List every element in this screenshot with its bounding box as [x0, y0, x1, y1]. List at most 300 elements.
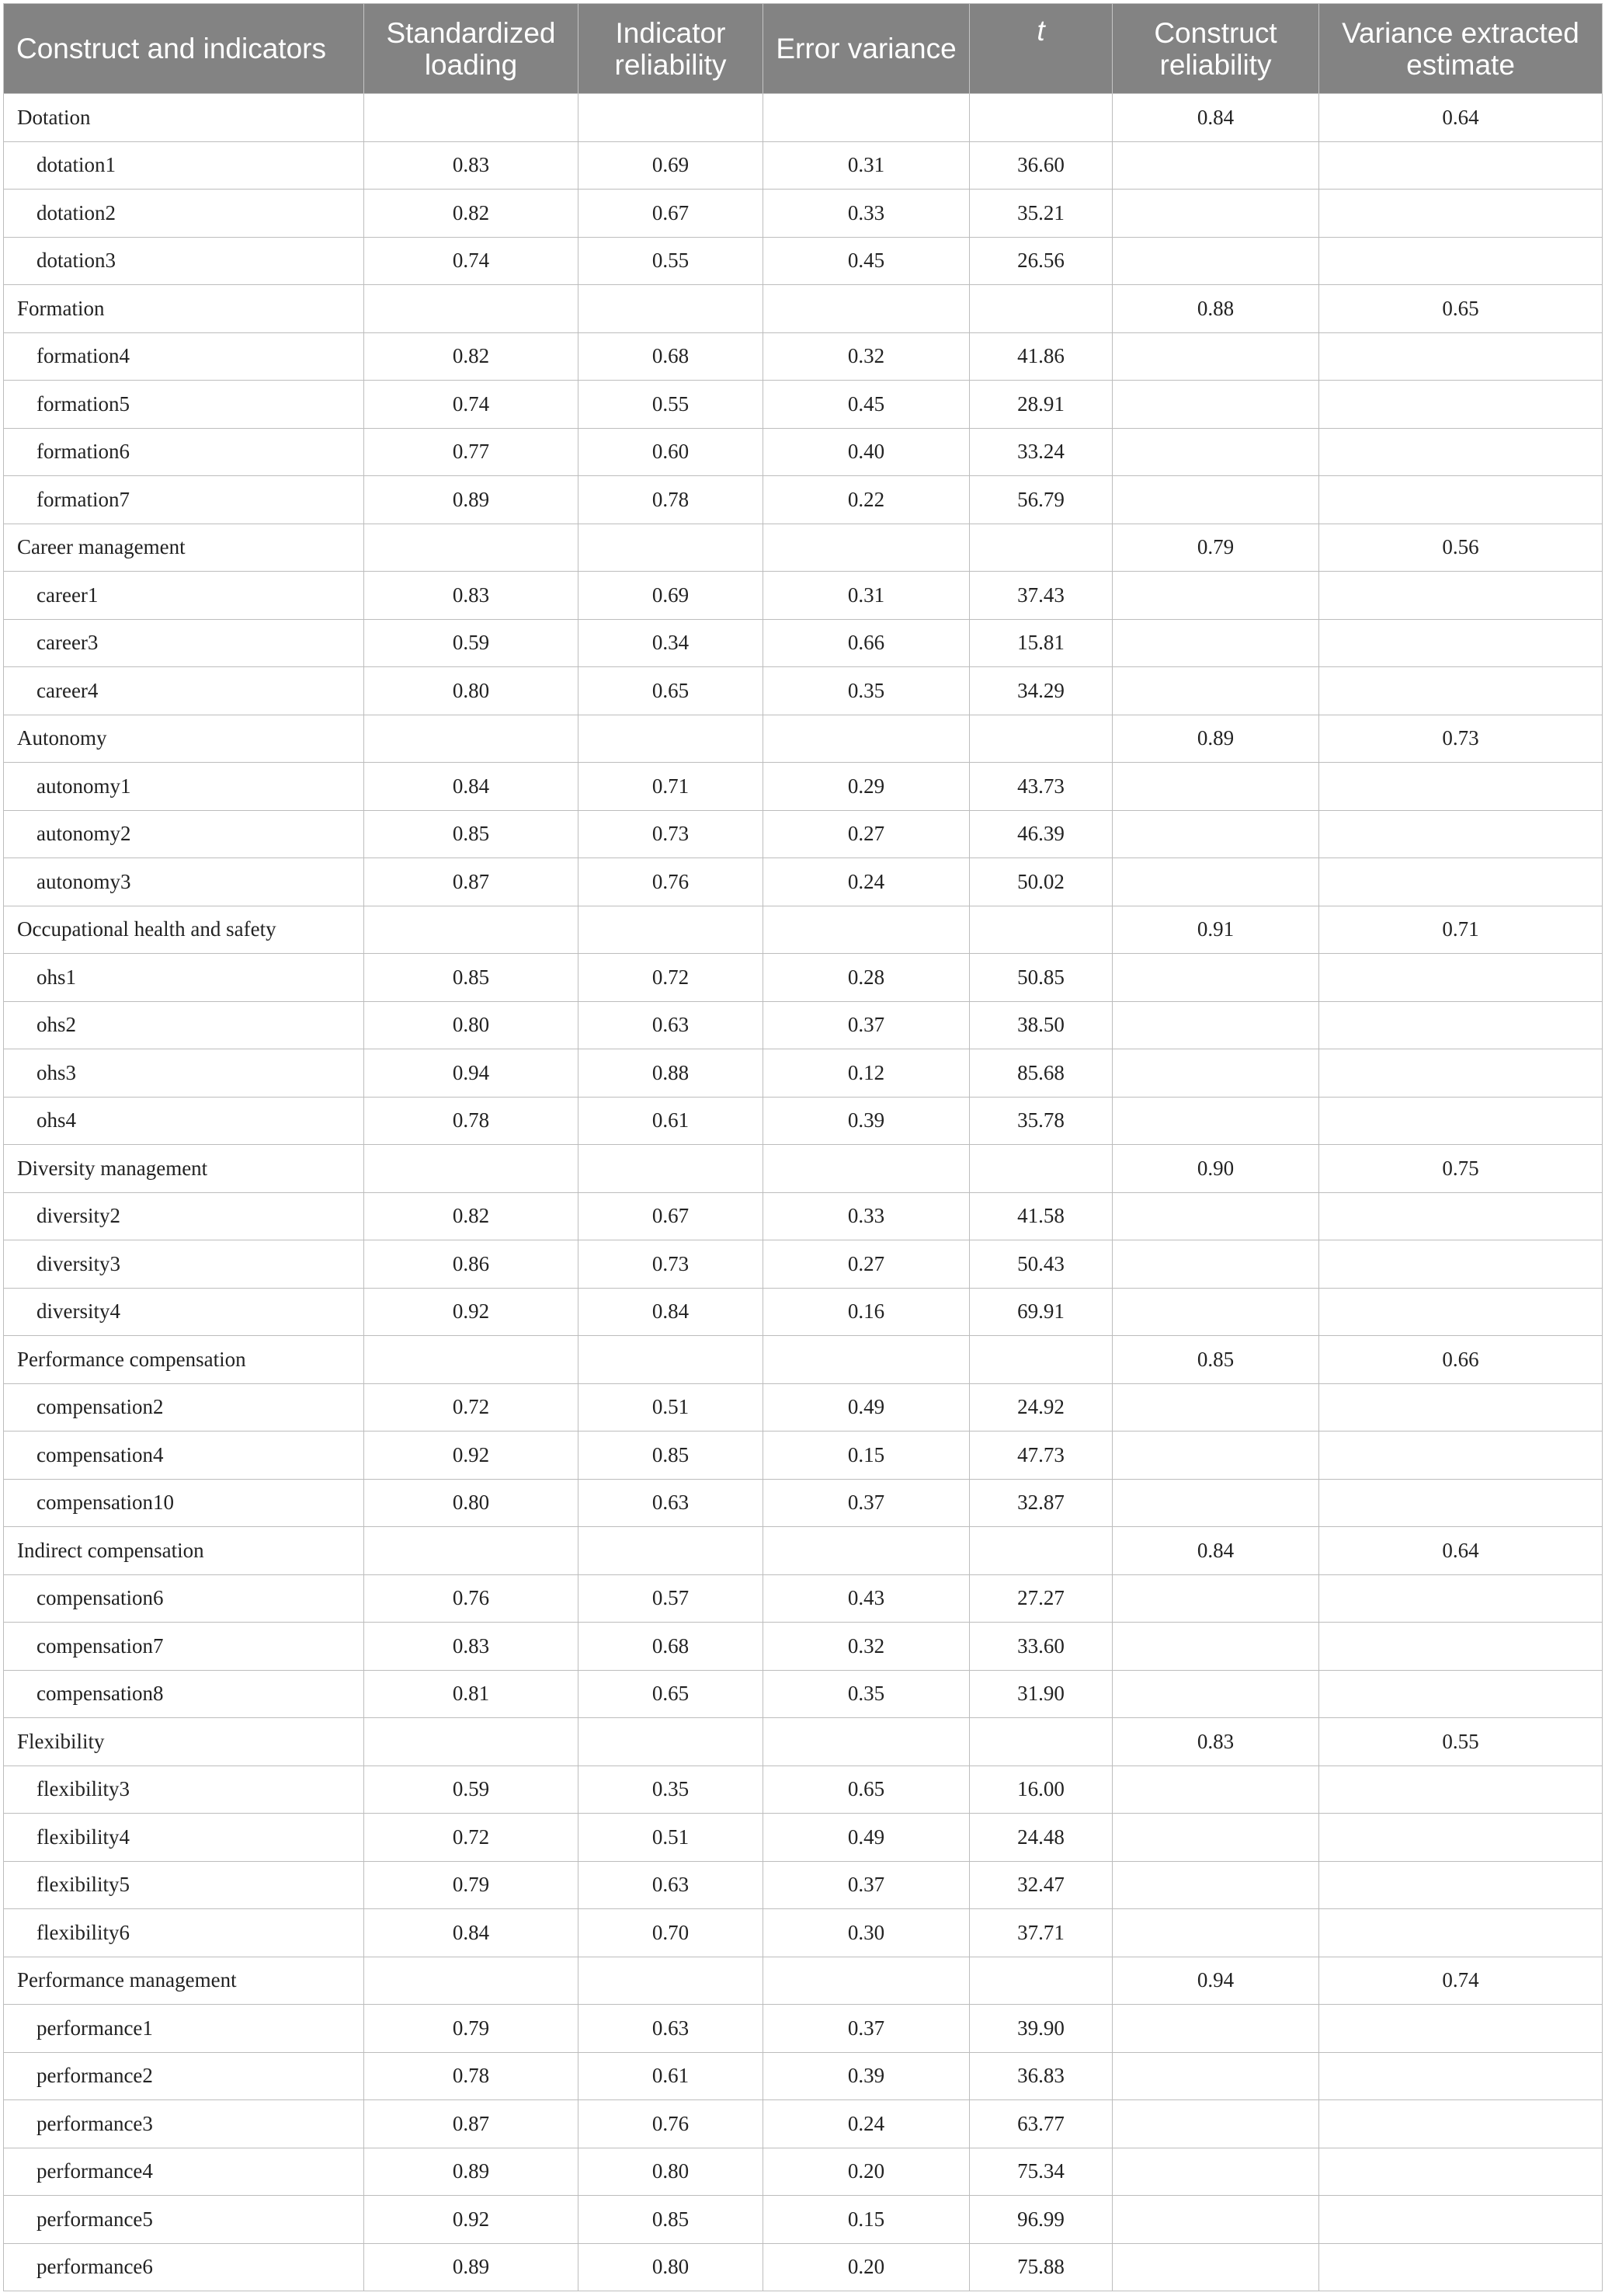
indicator-row [4, 1670, 1603, 1718]
variance-extracted-value: 0.64 [1319, 94, 1603, 142]
error-variance-value: 0.32 [763, 332, 970, 381]
indicator-name: compensation7 [4, 1623, 364, 1671]
indicator-row [4, 810, 1603, 858]
empty-cell [578, 524, 763, 572]
indicator-name: performance4 [4, 2148, 364, 2196]
t-value: 32.47 [970, 1861, 1113, 1909]
indicator-row [4, 619, 1603, 667]
empty-cell [1113, 1814, 1319, 1862]
indicator-reliability-value: 0.69 [578, 572, 763, 620]
indicator-name: ohs3 [4, 1049, 364, 1098]
standardized-loading-value: 0.79 [364, 2005, 578, 2053]
indicator-row [4, 1814, 1603, 1862]
indicator-row [4, 2005, 1603, 2053]
construct-reliability-value: 0.89 [1113, 715, 1319, 763]
standardized-loading-value: 0.81 [364, 1670, 578, 1718]
t-value: 50.02 [970, 858, 1113, 906]
empty-cell [364, 1145, 578, 1193]
variance-extracted-value: 0.64 [1319, 1527, 1603, 1575]
indicator-reliability-value: 0.67 [578, 190, 763, 238]
indicator-name: formation7 [4, 476, 364, 524]
standardized-loading-value: 0.85 [364, 810, 578, 858]
indicator-reliability-value: 0.73 [578, 810, 763, 858]
construct-name: Performance management [4, 1957, 364, 2005]
standardized-loading-value: 0.80 [364, 1001, 578, 1049]
indicator-name: compensation8 [4, 1670, 364, 1718]
construct-row [4, 1527, 1603, 1575]
indicator-reliability-value: 0.63 [578, 1001, 763, 1049]
indicator-reliability-value: 0.65 [578, 667, 763, 715]
t-value: 75.88 [970, 2243, 1113, 2291]
header-t-value: t [970, 4, 1113, 94]
indicator-name: flexibility5 [4, 1861, 364, 1909]
empty-cell [1319, 476, 1603, 524]
empty-cell [1319, 1861, 1603, 1909]
t-value: 27.27 [970, 1574, 1113, 1623]
empty-cell [1319, 1288, 1603, 1336]
indicator-row [4, 428, 1603, 476]
empty-cell [1113, 1383, 1319, 1432]
construct-row [4, 715, 1603, 763]
indicator-name: formation4 [4, 332, 364, 381]
standardized-loading-value: 0.79 [364, 1861, 578, 1909]
empty-cell [1113, 1097, 1319, 1145]
empty-cell [364, 94, 578, 142]
error-variance-value: 0.22 [763, 476, 970, 524]
error-variance-value: 0.30 [763, 1909, 970, 1957]
standardized-loading-value: 0.82 [364, 332, 578, 381]
empty-cell [364, 906, 578, 954]
construct-reliability-value: 0.85 [1113, 1336, 1319, 1384]
indicator-reliability-value: 0.63 [578, 1479, 763, 1527]
empty-cell [1113, 1479, 1319, 1527]
indicator-row [4, 667, 1603, 715]
t-value: 36.83 [970, 2052, 1113, 2100]
indicator-name: performance5 [4, 2196, 364, 2244]
empty-cell [364, 1957, 578, 2005]
empty-cell [1319, 2005, 1603, 2053]
error-variance-value: 0.43 [763, 1574, 970, 1623]
indicator-reliability-value: 0.80 [578, 2243, 763, 2291]
t-value: 96.99 [970, 2196, 1113, 2244]
standardized-loading-value: 0.72 [364, 1814, 578, 1862]
standardized-loading-value: 0.78 [364, 2052, 578, 2100]
indicator-name: compensation4 [4, 1432, 364, 1480]
indicator-row [4, 2243, 1603, 2291]
error-variance-value: 0.27 [763, 1240, 970, 1289]
empty-cell [1113, 954, 1319, 1002]
error-variance-value: 0.12 [763, 1049, 970, 1098]
construct-row [4, 94, 1603, 142]
empty-cell [763, 1145, 970, 1193]
empty-cell [1113, 2052, 1319, 2100]
header-construct: Construct and indicators [4, 4, 364, 94]
empty-cell [1113, 572, 1319, 620]
empty-cell [1319, 1192, 1603, 1240]
empty-cell [1319, 1623, 1603, 1671]
t-value: 31.90 [970, 1670, 1113, 1718]
empty-cell [1319, 381, 1603, 429]
t-value: 35.21 [970, 190, 1113, 238]
t-value: 56.79 [970, 476, 1113, 524]
t-value: 34.29 [970, 667, 1113, 715]
t-value: 32.87 [970, 1479, 1113, 1527]
empty-cell [364, 1336, 578, 1384]
error-variance-value: 0.20 [763, 2243, 970, 2291]
indicator-reliability-value: 0.84 [578, 1288, 763, 1336]
standardized-loading-value: 0.82 [364, 1192, 578, 1240]
error-variance-value: 0.35 [763, 667, 970, 715]
header-construct-reliability: Construct reliability [1113, 4, 1319, 94]
variance-extracted-value: 0.75 [1319, 1145, 1603, 1193]
empty-cell [1319, 667, 1603, 715]
empty-cell [1113, 237, 1319, 285]
empty-cell [1319, 1814, 1603, 1862]
indicator-reliability-value: 0.76 [578, 858, 763, 906]
empty-cell [1113, 1001, 1319, 1049]
empty-cell [578, 285, 763, 333]
error-variance-value: 0.27 [763, 810, 970, 858]
construct-name: Career management [4, 524, 364, 572]
indicator-reliability-value: 0.80 [578, 2148, 763, 2196]
standardized-loading-value: 0.72 [364, 1383, 578, 1432]
indicator-reliability-value: 0.55 [578, 237, 763, 285]
indicator-name: ohs1 [4, 954, 364, 1002]
standardized-loading-value: 0.59 [364, 1765, 578, 1814]
empty-cell [364, 715, 578, 763]
construct-name: Formation [4, 285, 364, 333]
standardized-loading-value: 0.83 [364, 572, 578, 620]
empty-cell [1113, 1670, 1319, 1718]
standardized-loading-value: 0.82 [364, 190, 578, 238]
empty-cell [1319, 237, 1603, 285]
standardized-loading-value: 0.84 [364, 1909, 578, 1957]
indicator-name: performance3 [4, 2100, 364, 2148]
empty-cell [970, 715, 1113, 763]
indicator-name: performance2 [4, 2052, 364, 2100]
indicator-reliability-value: 0.76 [578, 2100, 763, 2148]
empty-cell [578, 906, 763, 954]
indicator-name: diversity2 [4, 1192, 364, 1240]
indicator-reliability-value: 0.63 [578, 1861, 763, 1909]
indicator-row [4, 237, 1603, 285]
empty-cell [1113, 619, 1319, 667]
t-value: 24.48 [970, 1814, 1113, 1862]
indicator-row [4, 1383, 1603, 1432]
t-value: 69.91 [970, 1288, 1113, 1336]
empty-cell [970, 906, 1113, 954]
standardized-loading-value: 0.77 [364, 428, 578, 476]
indicator-row [4, 141, 1603, 190]
error-variance-value: 0.24 [763, 2100, 970, 2148]
indicator-row [4, 572, 1603, 620]
indicator-name: career4 [4, 667, 364, 715]
empty-cell [364, 285, 578, 333]
empty-cell [1319, 1097, 1603, 1145]
t-value: 63.77 [970, 2100, 1113, 2148]
empty-cell [578, 1718, 763, 1766]
standardized-loading-value: 0.92 [364, 1432, 578, 1480]
header-standardized-loading: Standardized loading [364, 4, 578, 94]
construct-name: Performance compensation [4, 1336, 364, 1384]
t-value: 41.86 [970, 332, 1113, 381]
empty-cell [1319, 1574, 1603, 1623]
construct-reliability-value: 0.88 [1113, 285, 1319, 333]
header-indicator-reliability: Indicator reliability [578, 4, 763, 94]
construct-reliability-value: 0.90 [1113, 1145, 1319, 1193]
standardized-loading-value: 0.89 [364, 476, 578, 524]
construct-name: Flexibility [4, 1718, 364, 1766]
indicator-reliability-value: 0.68 [578, 332, 763, 381]
empty-cell [763, 94, 970, 142]
error-variance-value: 0.24 [763, 858, 970, 906]
error-variance-value: 0.35 [763, 1670, 970, 1718]
t-value: 47.73 [970, 1432, 1113, 1480]
construct-name: Autonomy [4, 715, 364, 763]
error-variance-value: 0.29 [763, 763, 970, 811]
t-value: 39.90 [970, 2005, 1113, 2053]
empty-cell [1319, 428, 1603, 476]
empty-cell [1113, 2148, 1319, 2196]
indicator-row [4, 1574, 1603, 1623]
error-variance-value: 0.45 [763, 237, 970, 285]
empty-cell [1319, 1049, 1603, 1098]
standardized-loading-value: 0.84 [364, 763, 578, 811]
indicator-row [4, 954, 1603, 1002]
indicator-reliability-value: 0.63 [578, 2005, 763, 2053]
t-value: 33.60 [970, 1623, 1113, 1671]
standardized-loading-value: 0.74 [364, 381, 578, 429]
indicator-reliability-value: 0.61 [578, 2052, 763, 2100]
indicator-row [4, 858, 1603, 906]
indicator-reliability-value: 0.68 [578, 1623, 763, 1671]
t-value: 33.24 [970, 428, 1113, 476]
empty-cell [364, 1527, 578, 1575]
indicator-row [4, 2196, 1603, 2244]
empty-cell [1319, 619, 1603, 667]
empty-cell [1113, 332, 1319, 381]
standardized-loading-value: 0.92 [364, 1288, 578, 1336]
t-value: 46.39 [970, 810, 1113, 858]
empty-cell [1319, 1765, 1603, 1814]
t-value: 50.85 [970, 954, 1113, 1002]
error-variance-value: 0.33 [763, 190, 970, 238]
table-header [4, 4, 1603, 94]
construct-name: Occupational health and safety [4, 906, 364, 954]
empty-cell [763, 285, 970, 333]
empty-cell [1113, 428, 1319, 476]
empty-cell [1113, 810, 1319, 858]
t-value: 16.00 [970, 1765, 1113, 1814]
indicator-reliability-value: 0.65 [578, 1670, 763, 1718]
empty-cell [578, 1527, 763, 1575]
indicator-name: autonomy1 [4, 763, 364, 811]
indicator-reliability-value: 0.78 [578, 476, 763, 524]
empty-cell [578, 1336, 763, 1384]
empty-cell [763, 1527, 970, 1575]
indicator-name: dotation3 [4, 237, 364, 285]
error-variance-value: 0.66 [763, 619, 970, 667]
standardized-loading-value: 0.89 [364, 2243, 578, 2291]
empty-cell [1113, 1432, 1319, 1480]
error-variance-value: 0.37 [763, 1479, 970, 1527]
indicator-row [4, 1909, 1603, 1957]
empty-cell [578, 94, 763, 142]
empty-cell [970, 285, 1113, 333]
indicator-row [4, 1765, 1603, 1814]
empty-cell [1113, 381, 1319, 429]
empty-cell [1113, 858, 1319, 906]
construct-reliability-value: 0.91 [1113, 906, 1319, 954]
empty-cell [1319, 1479, 1603, 1527]
variance-extracted-value: 0.66 [1319, 1336, 1603, 1384]
indicator-reliability-value: 0.55 [578, 381, 763, 429]
indicator-row [4, 476, 1603, 524]
error-variance-value: 0.49 [763, 1383, 970, 1432]
t-value: 35.78 [970, 1097, 1113, 1145]
indicator-reliability-value: 0.57 [578, 1574, 763, 1623]
empty-cell [763, 906, 970, 954]
construct-name: Indirect compensation [4, 1527, 364, 1575]
empty-cell [1319, 1909, 1603, 1957]
t-value: 24.92 [970, 1383, 1113, 1432]
t-value: 37.43 [970, 572, 1113, 620]
indicator-name: compensation2 [4, 1383, 364, 1432]
indicator-reliability-value: 0.70 [578, 1909, 763, 1957]
variance-extracted-value: 0.73 [1319, 715, 1603, 763]
empty-cell [578, 1145, 763, 1193]
standardized-loading-value: 0.89 [364, 2148, 578, 2196]
error-variance-value: 0.15 [763, 1432, 970, 1480]
standardized-loading-value: 0.74 [364, 237, 578, 285]
empty-cell [1319, 1383, 1603, 1432]
standardized-loading-value: 0.59 [364, 619, 578, 667]
indicator-row [4, 2100, 1603, 2148]
indicator-reliability-value: 0.67 [578, 1192, 763, 1240]
t-value: 26.56 [970, 237, 1113, 285]
construct-row [4, 1145, 1603, 1193]
empty-cell [1319, 954, 1603, 1002]
indicator-row [4, 190, 1603, 238]
empty-cell [1113, 667, 1319, 715]
indicator-name: autonomy2 [4, 810, 364, 858]
indicator-row [4, 1432, 1603, 1480]
standardized-loading-value: 0.87 [364, 2100, 578, 2148]
indicator-name: career3 [4, 619, 364, 667]
empty-cell [1113, 1909, 1319, 1957]
error-variance-value: 0.31 [763, 141, 970, 190]
construct-row [4, 1718, 1603, 1766]
variance-extracted-value: 0.56 [1319, 524, 1603, 572]
construct-name: Diversity management [4, 1145, 364, 1193]
standardized-loading-value: 0.83 [364, 141, 578, 190]
indicator-name: formation5 [4, 381, 364, 429]
indicator-reliability-value: 0.85 [578, 2196, 763, 2244]
construct-reliability-value: 0.94 [1113, 1957, 1319, 2005]
standardized-loading-value: 0.80 [364, 667, 578, 715]
t-value: 50.43 [970, 1240, 1113, 1289]
variance-extracted-value: 0.71 [1319, 906, 1603, 954]
empty-cell [1319, 190, 1603, 238]
indicator-row [4, 2148, 1603, 2196]
standardized-loading-value: 0.92 [364, 2196, 578, 2244]
empty-cell [763, 1957, 970, 2005]
empty-cell [1113, 1240, 1319, 1289]
construct-reliability-value: 0.83 [1113, 1718, 1319, 1766]
indicator-row [4, 1861, 1603, 1909]
empty-cell [763, 715, 970, 763]
indicator-reliability-value: 0.60 [578, 428, 763, 476]
indicator-reliability-value: 0.71 [578, 763, 763, 811]
indicator-row [4, 1001, 1603, 1049]
indicator-name: dotation1 [4, 141, 364, 190]
indicator-reliability-value: 0.73 [578, 1240, 763, 1289]
t-value: 38.50 [970, 1001, 1113, 1049]
indicator-name: performance6 [4, 2243, 364, 2291]
t-value: 36.60 [970, 141, 1113, 190]
empty-cell [1113, 2196, 1319, 2244]
empty-cell [970, 1145, 1113, 1193]
empty-cell [364, 1718, 578, 1766]
error-variance-value: 0.28 [763, 954, 970, 1002]
empty-cell [578, 715, 763, 763]
standardized-loading-value: 0.94 [364, 1049, 578, 1098]
empty-cell [1113, 1574, 1319, 1623]
header-error-variance: Error variance [763, 4, 970, 94]
empty-cell [763, 1718, 970, 1766]
empty-cell [1113, 1288, 1319, 1336]
error-variance-value: 0.15 [763, 2196, 970, 2244]
indicator-name: diversity4 [4, 1288, 364, 1336]
empty-cell [1319, 2052, 1603, 2100]
table-body [4, 94, 1603, 2291]
empty-cell [1113, 763, 1319, 811]
indicator-reliability-value: 0.85 [578, 1432, 763, 1480]
error-variance-value: 0.20 [763, 2148, 970, 2196]
error-variance-value: 0.39 [763, 1097, 970, 1145]
standardized-loading-value: 0.85 [364, 954, 578, 1002]
t-value: 15.81 [970, 619, 1113, 667]
construct-row [4, 1336, 1603, 1384]
indicator-reliability-value: 0.88 [578, 1049, 763, 1098]
error-variance-value: 0.16 [763, 1288, 970, 1336]
empty-cell [1113, 476, 1319, 524]
empty-cell [1319, 141, 1603, 190]
empty-cell [1319, 2243, 1603, 2291]
error-variance-value: 0.39 [763, 2052, 970, 2100]
empty-cell [763, 524, 970, 572]
error-variance-value: 0.33 [763, 1192, 970, 1240]
empty-cell [1319, 2148, 1603, 2196]
indicator-row [4, 332, 1603, 381]
error-variance-value: 0.49 [763, 1814, 970, 1862]
indicator-row [4, 1623, 1603, 1671]
indicator-name: compensation6 [4, 1574, 364, 1623]
construct-row [4, 906, 1603, 954]
standardized-loading-value: 0.86 [364, 1240, 578, 1289]
indicator-name: ohs4 [4, 1097, 364, 1145]
error-variance-value: 0.31 [763, 572, 970, 620]
error-variance-value: 0.37 [763, 1861, 970, 1909]
indicator-name: career1 [4, 572, 364, 620]
empty-cell [1319, 763, 1603, 811]
t-value: 28.91 [970, 381, 1113, 429]
indicator-name: ohs2 [4, 1001, 364, 1049]
indicator-row [4, 1049, 1603, 1098]
standardized-loading-value: 0.87 [364, 858, 578, 906]
variance-extracted-value: 0.74 [1319, 1957, 1603, 2005]
header-row [4, 4, 1603, 94]
